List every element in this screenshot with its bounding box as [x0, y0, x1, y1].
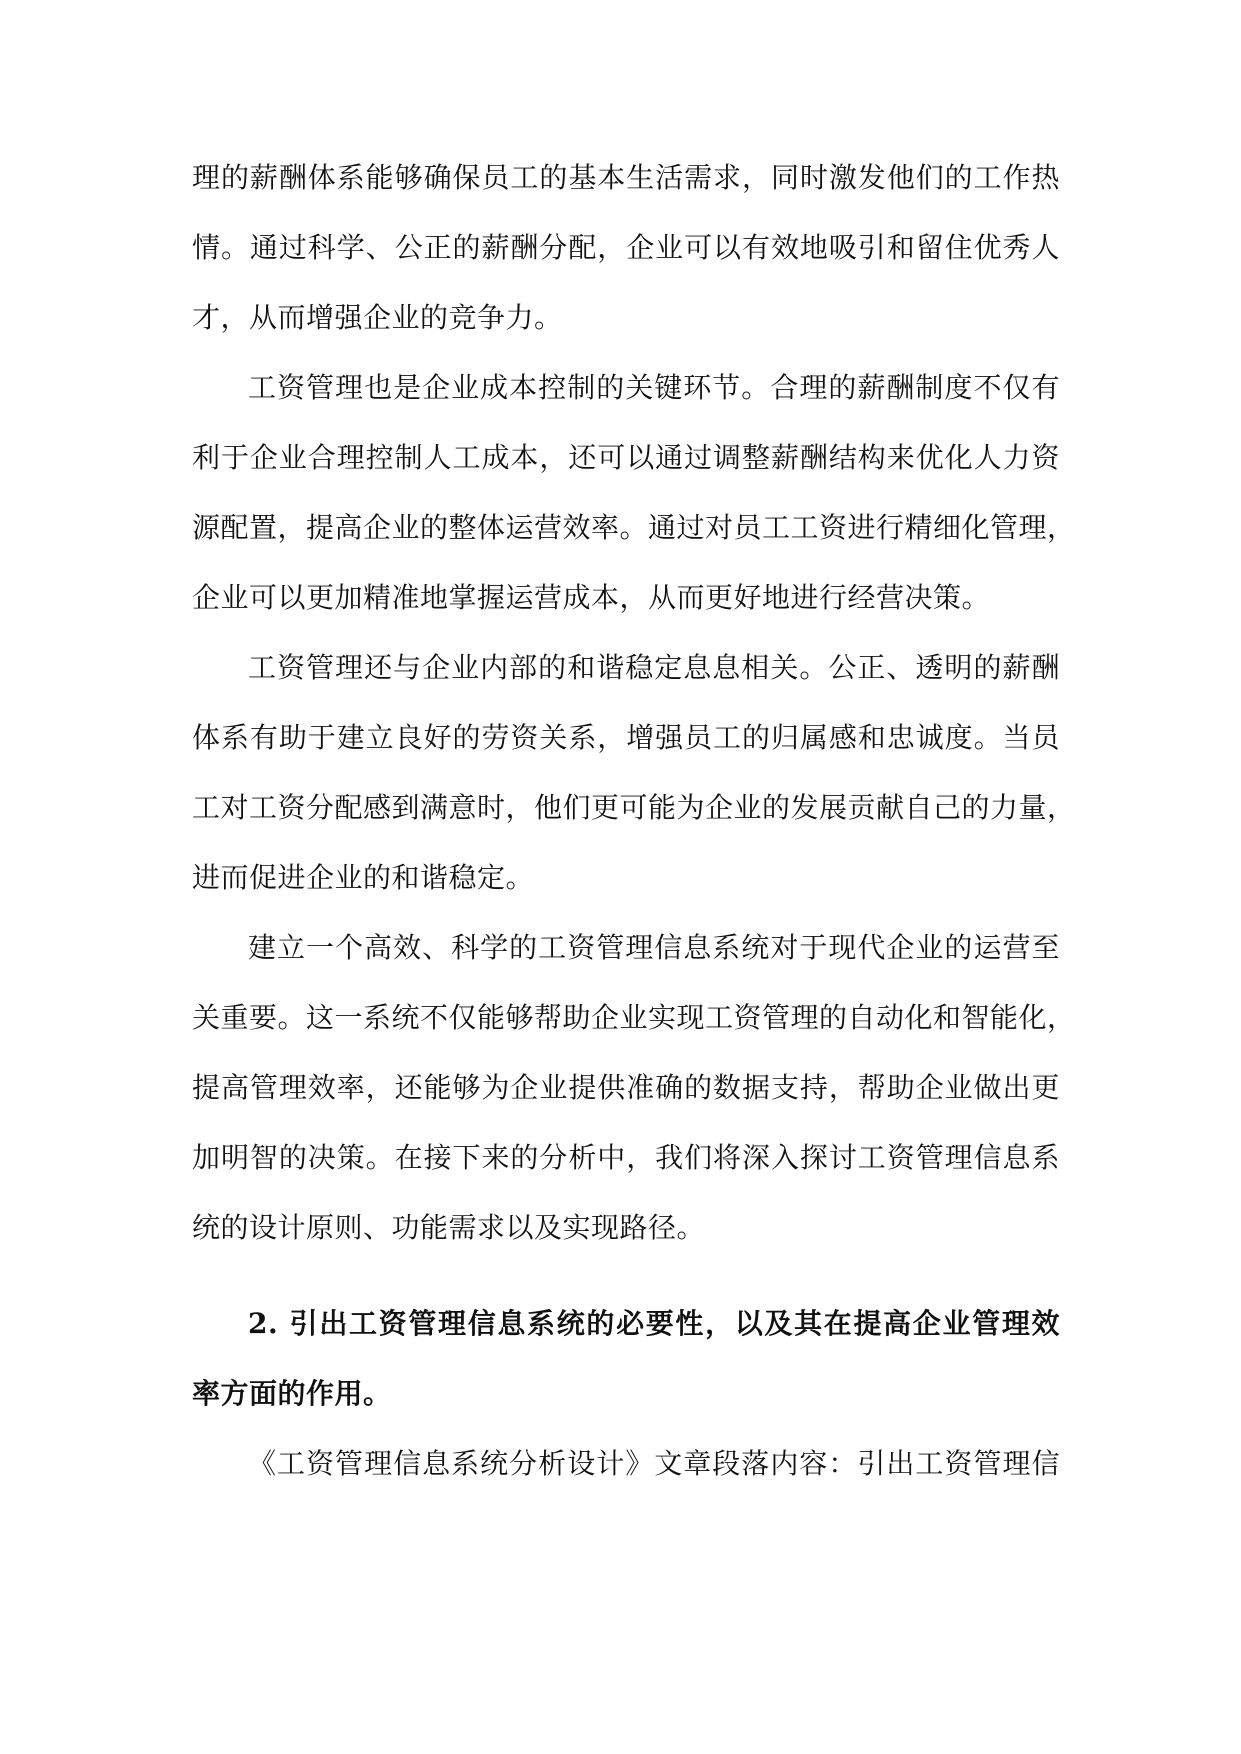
body-text-line: 理的薪酬体系能够确保员工的基本生活需求，同时激发他们的工作热 [192, 161, 1060, 194]
paragraph-first-line: 建立一个高效、科学的工资管理信息系统对于现代企业的运营至 [248, 931, 1060, 964]
body-text-line: 源配置，提高企业的整体运营效率。通过对员工工资进行精细化管理， [192, 511, 1076, 544]
body-text-line: 统的设计原则、功能需求以及实现路径。 [192, 1211, 706, 1244]
body-text-line: 体系有助于建立良好的劳资关系，增强员工的归属感和忠诚度。当员 [192, 721, 1060, 754]
body-text-line: 才，从而增强企业的竞争力。 [192, 301, 563, 334]
section-heading: 2. 引出工资管理信息系统的必要性，以及其在提高企业管理效 [248, 1307, 1060, 1340]
body-text-line: 关重要。这一系统不仅能够帮助企业实现工资管理的自动化和智能化， [192, 1001, 1076, 1034]
paragraph-first-line: 工资管理还与企业内部的和谐稳定息息相关。公正、透明的薪酬 [248, 651, 1060, 684]
body-text-line: 企业可以更加精准地掌握运营成本，从而更好地进行经营决策。 [192, 581, 991, 614]
paragraph-first-line: 工资管理也是企业成本控制的关键环节。合理的薪酬制度不仅有 [248, 371, 1060, 404]
body-text-line: 提高管理效率，还能够为企业提供准确的数据支持，帮助企业做出更 [192, 1071, 1060, 1104]
body-text-line: 加明智的决策。在接下来的分析中，我们将深入探讨工资管理信息系 [192, 1141, 1060, 1174]
body-text-line: 工对工资分配感到满意时，他们更可能为企业的发展贡献自己的力量， [192, 791, 1076, 824]
body-text-line: 进而促进企业的和谐稳定。 [192, 861, 535, 894]
paragraph-first-line: 《工资管理信息系统分析设计》文章段落内容：引出工资管理信 [248, 1447, 1060, 1480]
body-text-line: 利于企业合理控制人工成本，还可以通过调整薪酬结构来优化人力资 [192, 441, 1060, 474]
body-text-line: 情。通过科学、公正的薪酬分配，企业可以有效地吸引和留住优秀人 [192, 231, 1060, 264]
section-heading: 率方面的作用。 [192, 1377, 392, 1410]
